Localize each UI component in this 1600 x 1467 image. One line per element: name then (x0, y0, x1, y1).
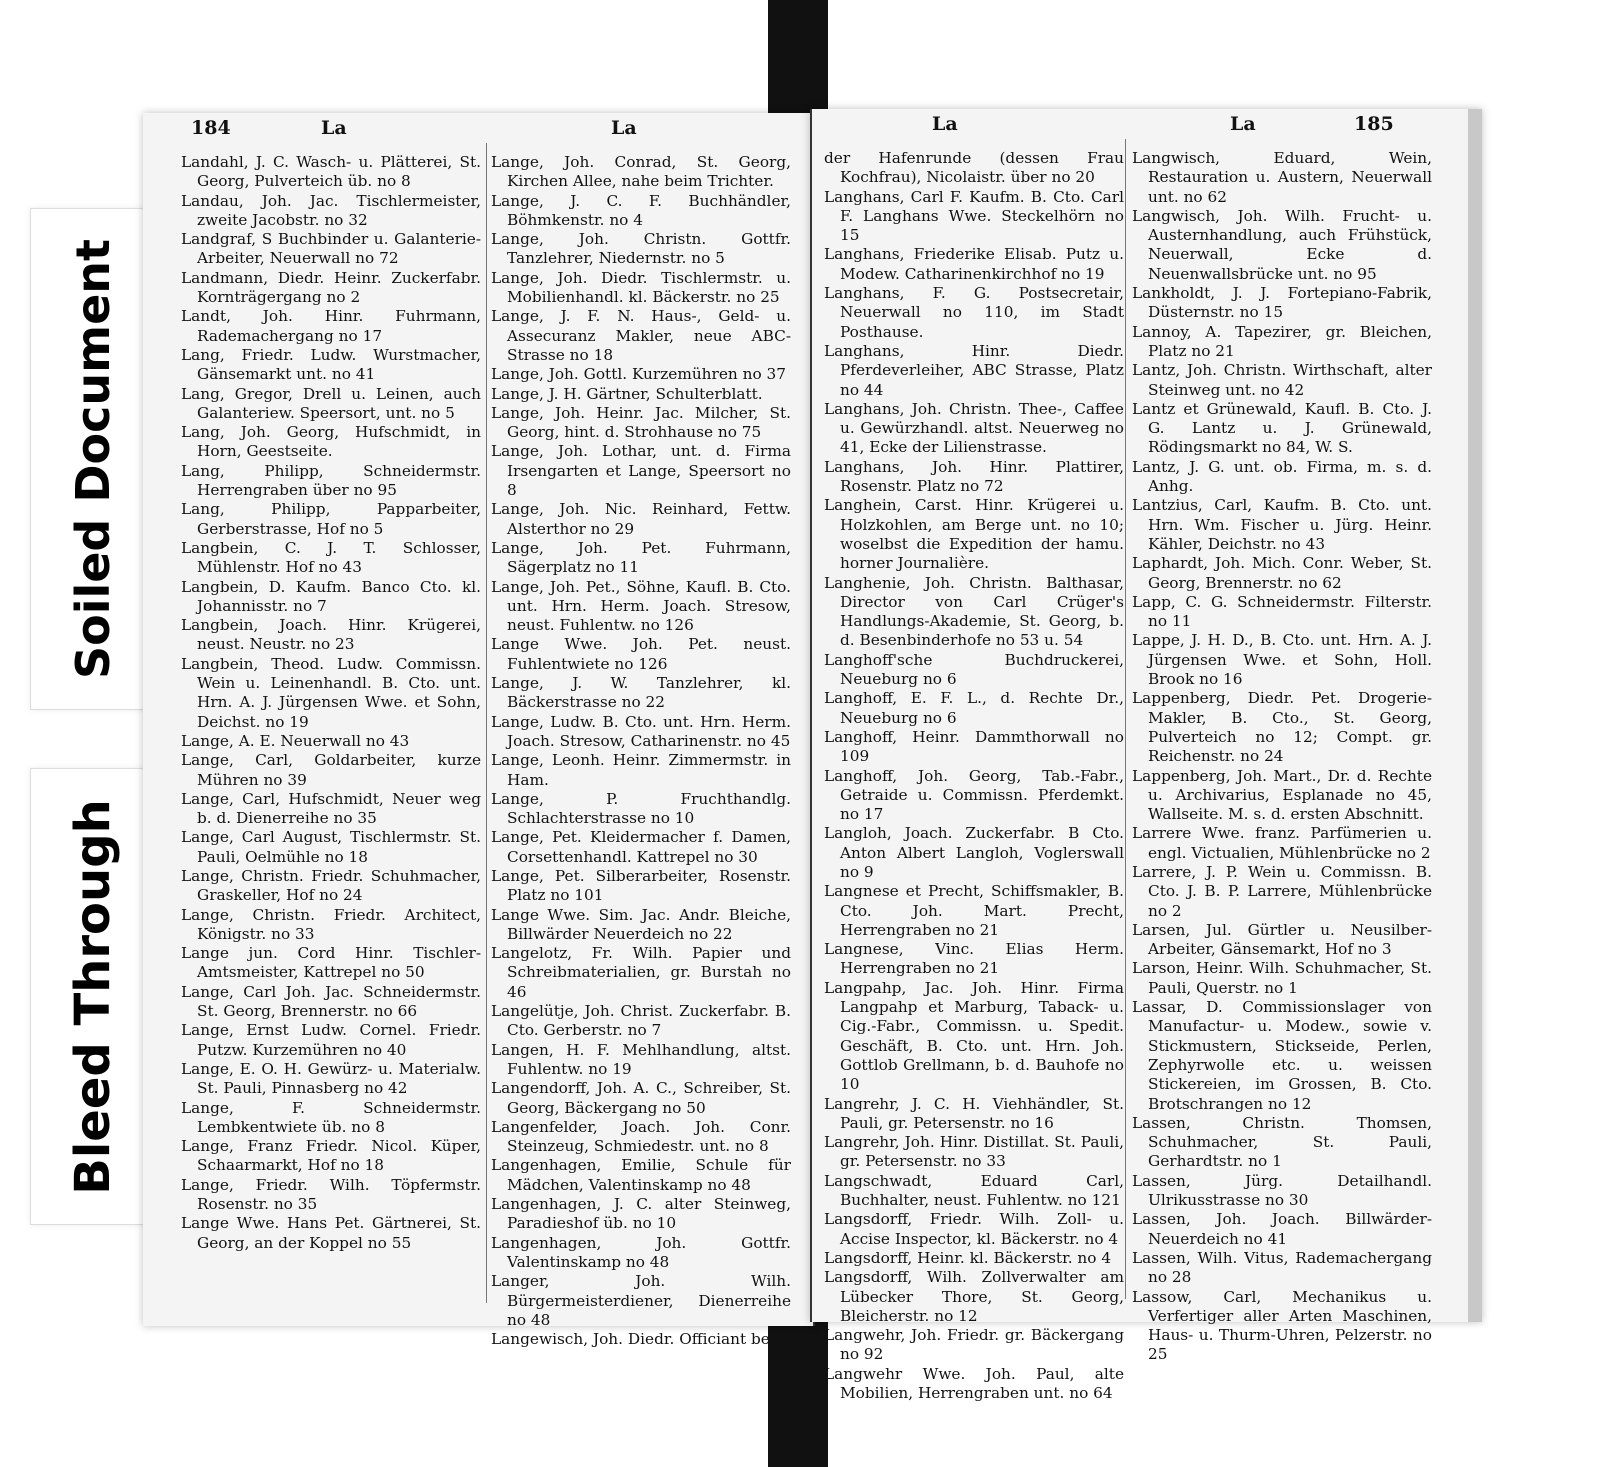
directory-entry: Langenhagen, Emilie, Schule für Mädchen, Valentinskamp no 48 (491, 1156, 791, 1194)
left-page-header (143, 117, 813, 147)
directory-entry: Lappe, J. H. D., B. Cto. unt. Hrn. A. J. Jürgensen Wwe. et Sohn, Holl. Brook no 16 (1132, 631, 1432, 689)
directory-entry: Lange, Carl, Hufschmidt, Neuer weg b. d. Dienerreihe no 35 (181, 789, 481, 828)
directory-entry: Lantz et Grünewald, Kaufl. B. Cto. J. G. Lantz u. J. Grünewald, Rödingsmarkt no 84, W. S. (1132, 399, 1432, 457)
directory-entry: Lang, Philipp, Schneidermstr. Herrengraben über no 95 (181, 461, 481, 500)
directory-entry: Langelotz, Fr. Wilh. Papier und Schreibmaterialien, gr. Burstah no 46 (491, 944, 791, 1001)
directory-entry: Lange, Joh. Pet. Fuhrmann, Sägerplatz no 11 (491, 538, 791, 577)
directory-entry: Langhans, Carl F. Kaufm. B. Cto. Carl F. Langhans Wwe. Steckelhörn no 15 (824, 187, 1124, 245)
directory-entry: Langsdorff, Wilh. Zollverwalter am Lübecker Thore, St. Georg, Bleicherstr. no 12 (824, 1268, 1124, 1325)
directory-entry: Lange, Joh. Conrad, St. Georg, Kirchen Allee, nahe beim Trichter. (491, 153, 791, 191)
directory-entry: Lange, Ludw. B. Cto. unt. Hrn. Herm. Joach. Stresow, Catharinenstr. no 45 (491, 712, 791, 750)
directory-entry: Lange, Franz Friedr. Nicol. Küper, Schaarmarkt, Hof no 18 (181, 1137, 481, 1175)
directory-entry: Lange jun. Cord Hinr. Tischler-Amtsmeister, Kattrepel no 50 (181, 944, 481, 982)
directory-entry: Lassen, Wilh. Vitus, Rademachergang no 28 (1132, 1248, 1432, 1287)
directory-entry: Landt, Joh. Hinr. Fuhrmann, Rademachergang no 17 (181, 307, 481, 345)
right-header-letters-b: La (1230, 113, 1256, 135)
directory-entry: Lantzius, Carl, Kaufm. B. Cto. unt. Hrn. Wm. Fischer u. Jürg. Heinr. Kähler, Deichstr. no 43 (1132, 496, 1432, 553)
right-page-number: 185 (1354, 113, 1394, 135)
directory-entry: Langenhagen, J. C. alter Steinweg, Paradieshof üb. no 10 (491, 1195, 791, 1233)
directory-entry: Langer, Joh. Wilh. Bürgermeisterdiener, Dienerreihe no 48 (491, 1272, 791, 1329)
directory-entry: Lange, Friedr. Wilh. Töpfermstr. Rosenstr. no 35 (181, 1175, 481, 1214)
directory-entry: Langrehr, Joh. Hinr. Distillat. St. Pauli, gr. Petersenstr. no 33 (824, 1133, 1124, 1171)
directory-entry: Lange Wwe. Hans Pet. Gärtnerei, St. Georg, an der Koppel no 55 (181, 1214, 481, 1252)
directory-entry: Lange, J. C. F. Buchhändler, Böhmkenstr. no 4 (491, 191, 791, 229)
directory-entry: Lange Wwe. Joh. Pet. neust. Fuhlentwiete no 126 (491, 635, 791, 673)
directory-entry: Langsdorff, Friedr. Wilh. Zoll- u. Accise Inspector, kl. Bäckerstr. no 4 (824, 1210, 1124, 1248)
directory-entry: Langschwadt, Eduard Carl, Buchhalter, neust. Fuhlentw. no 121 (824, 1171, 1124, 1210)
directory-entry: Lang, Gregor, Drell u. Leinen, auch Galanteriew. Speersort, unt. no 5 (181, 384, 481, 422)
directory-entry: Langrehr, J. C. H. Viehhändler, St. Pauli, gr. Petersenstr. no 16 (824, 1094, 1124, 1132)
directory-entry: Lange, Carl, Goldarbeiter, kurze Mühren no 39 (181, 751, 481, 789)
directory-entry: Langhoff, Heinr. Dammthorwall no 109 (824, 727, 1124, 766)
directory-entry: Larson, Heinr. Wilh. Schuhmacher, St. Pauli, Querstr. no 1 (1132, 959, 1432, 997)
directory-entry: Lassen, Christn. Thomsen, Schuhmacher, St. Pauli, Gerhardtstr. no 1 (1132, 1113, 1432, 1171)
directory-entry: Laphardt, Joh. Mich. Conr. Weber, St. Georg, Brennerstr. no 62 (1132, 554, 1432, 592)
directory-entry: Langbein, C. J. T. Schlosser, Mühlenstr. Hof no 43 (181, 538, 481, 577)
directory-entry: Lange, Ernst Ludw. Cornel. Friedr. Putzw. Kurzemühren no 40 (181, 1021, 481, 1059)
directory-entry: Langloh, Joach. Zuckerfabr. B Cto. Anton Albert Langloh, Voglerswall no 9 (824, 824, 1124, 881)
directory-entry: Lang, Philipp, Papparbeiter, Gerberstrasse, Hof no 5 (181, 500, 481, 538)
directory-entry: Langhein, Carst. Hinr. Krügerei u. Holzkohlen, am Berge unt. no 10; woselbst die Expedition der hamu. horner Journalière. (824, 496, 1124, 573)
directory-entry: Lange, Carl Joh. Jac. Schneidermstr. St. Georg, Brennerstr. no 66 (181, 982, 481, 1021)
directory-entry: Larrere Wwe. franz. Parfümerien u. engl. Victualien, Mühlenbrücke no 2 (1132, 824, 1432, 862)
directory-entry: Landmann, Diedr. Heinr. Zuckerfabr. Kornträgergang no 2 (181, 268, 481, 307)
directory-entry: Lange, Joh. Christn. Gottfr. Tanzlehrer, Niedernstr. no 5 (491, 230, 791, 268)
left-page (143, 113, 815, 1349)
directory-entry: Lange, P. Fruchthandlg. Schlachterstrasse no 10 (491, 789, 791, 828)
directory-entry: Langwisch, Eduard, Wein, Restauration u. Austern, Neuerwall unt. no 62 (1132, 149, 1432, 206)
directory-entry: Lannoy, A. Tapezirer, gr. Bleichen, Platz no 21 (1132, 322, 1432, 360)
directory-entry: Langenfelder, Joach. Joh. Conr. Steinzeug, Schmiedestr. unt. no 8 (491, 1117, 791, 1156)
directory-entry: Langbein, D. Kaufm. Banco Cto. kl. Johannisstr. no 7 (181, 577, 481, 615)
directory-entry: Landahl, J. C. Wasch- u. Plätterei, St. Georg, Pulverteich üb. no 8 (181, 153, 481, 191)
directory-entry: Langnese, Vinc. Elias Herm. Herrengraben no 21 (824, 940, 1124, 978)
directory-entry: Langhenie, Joh. Christn. Balthasar, Director von Carl Crüger's Handlungs-Akademie, St. Georg, b. d. Besenbinderhofe no 53 u. 54 (824, 573, 1124, 650)
directory-entry: Langen, H. F. Mehlhandlung, altst. Fuhlentw. no 19 (491, 1040, 791, 1078)
directory-entry: Lange, Christn. Friedr. Architect, Königstr. no 33 (181, 905, 481, 943)
right-page-column-a (824, 149, 1124, 1403)
directory-entry: Lantz, J. G. unt. ob. Firma, m. s. d. Anhg. (1132, 457, 1432, 496)
bleed-through-label (30, 768, 156, 1225)
directory-entry: Lange, Pet. Silberarbeiter, Rosenstr. Platz no 101 (491, 866, 791, 905)
directory-entry: Lange, Joh. Diedr. Tischlermstr. u. Mobilienhandl. kl. Bäckerstr. no 25 (491, 268, 791, 307)
directory-entry: Langhoff'sche Buchdruckerei, Neueburg no 6 (824, 650, 1124, 689)
directory-entry: Larsen, Jul. Gürtler u. Neusilber-Arbeiter, Gänsemarkt, Hof no 3 (1132, 920, 1432, 959)
left-header-letters-b: La (611, 117, 637, 139)
directory-entry: Lange, E. O. H. Gewürz- u. Materialw. St. Pauli, Pinnasberg no 42 (181, 1059, 481, 1098)
directory-entry: Langsdorff, Heinr. kl. Bäckerstr. no 4 (824, 1248, 1112, 1267)
directory-entry: Lange, Joh. Nic. Reinhard, Fettw. Alsterthor no 29 (491, 500, 791, 538)
directory-entry: Lang, Friedr. Ludw. Wurstmacher, Gänsemarkt unt. no 41 (181, 345, 481, 384)
directory-entry: Langpahp, Jac. Joh. Hinr. Firma Langpahp et Marburg, Taback- u. Cig.-Fabr., Commissn. u. Spedit. Geschäft, B. Cto. unt. Hrn. Joh. Gottlob Grellmann, b. d. Bauhofe no 10 (824, 978, 1124, 1094)
directory-entry: Lange, J. W. Tanzlehrer, kl. Bäckerstrasse no 22 (491, 674, 791, 712)
bleed-through-text: Bleed Through (65, 798, 121, 1195)
directory-entry: Lange, Leonh. Heinr. Zimmermstr. in Ham. (491, 751, 791, 789)
directory-entry: Lankholdt, J. J. Fortepiano-Fabrik, Düsternstr. no 15 (1132, 284, 1432, 322)
directory-entry: Langhans, Friederike Elisab. Putz u. Modew. Catharinenkirchhof no 19 (824, 245, 1124, 283)
soiled-document-text: Soiled Document (66, 238, 120, 680)
directory-entry: Lange, Joh. Heinr. Jac. Milcher, St. Georg, hint. d. Strohhause no 75 (491, 403, 791, 442)
right-page-header (812, 113, 1482, 143)
directory-entry: Langhans, F. G. Postsecretair, Neuerwall no 110, im Stadt Posthause. (824, 284, 1124, 341)
directory-entry: Lange, A. E. Neuerwall no 43 (181, 731, 410, 750)
directory-entry: Lange, Joh. Gottl. Kurzemühren no 37 (491, 365, 787, 384)
directory-entry: Langwehr Wwe. Joh. Paul, alte Mobilien, Herrengraben unt. no 64 (824, 1364, 1124, 1402)
directory-entry: Langhoff, E. F. L., d. Rechte Dr., Neueburg no 6 (824, 689, 1124, 727)
directory-entry: Lange, Christn. Friedr. Schuhmacher, Graskeller, Hof no 24 (181, 866, 481, 905)
directory-entry: Lange, Carl August, Tischlermstr. St. Pauli, Oelmühle no 18 (181, 828, 481, 866)
directory-entry: Langbein, Joach. Hinr. Krügerei, neust. Neustr. no 23 (181, 616, 481, 654)
directory-entry: Langhans, Hinr. Diedr. Pferdeverleiher, ABC Strasse, Platz no 44 (824, 341, 1124, 399)
directory-entry: Langewisch, Joh. Diedr. Officiant bei (491, 1330, 775, 1349)
directory-entry: Langhans, Joh. Hinr. Plattirer, Rosenstr. Platz no 72 (824, 457, 1124, 496)
directory-entry: Lange Wwe. Sim. Jac. Andr. Bleiche, Billwärder Neuerdeich no 22 (491, 905, 791, 943)
directory-entry: Lapp, C. G. Schneidermstr. Filterstr. no 11 (1132, 592, 1432, 631)
left-page-column-b (491, 153, 791, 1349)
directory-entry: Langwisch, Joh. Wilh. Frucht- u. Austernhandlung, auch Frühstück, Neuerwall, Ecke d. Neuenwallsbrücke unt. no 95 (1132, 206, 1432, 283)
directory-entry: Lappenberg, Joh. Mart., Dr. d. Rechte u. Archivarius, Esplanade no 45, Wallseite. M. s. d. ersten Abschnitt. (1132, 766, 1432, 824)
directory-entry: Lassen, Joh. Joach. Billwärder-Neuerdeich no 41 (1132, 1210, 1432, 1248)
directory-entry: Lassar, D. Commissionslager von Manufactur- u. Modew., sowie v. Stickmustern, Stickseide, Perlen, Zephyrwolle etc. u. weissen Stickereien, im Grossen, B. Cto. Brotschrangen no 12 (1132, 998, 1432, 1113)
right-page (810, 109, 1482, 1402)
directory-entry: Lassow, Carl, Mechanikus u. Verfertiger aller Arten Maschinen, Haus- u. Thurm-Uhren, Pelzerstr. no 25 (1132, 1287, 1432, 1364)
directory-entry: der Hafenrunde (dessen Frau Kochfrau), Nicolaistr. über no 20 (824, 149, 1124, 187)
directory-entry: Lange, J. H. Gärtner, Schulterblatt. (491, 384, 763, 403)
directory-entry: Langenhagen, Joh. Gottfr. Valentinskamp no 48 (491, 1233, 791, 1271)
directory-entry: Langendorff, Joh. A. C., Schreiber, St. Georg, Bäckergang no 50 (491, 1079, 791, 1117)
directory-entry: Langhans, Joh. Christn. Thee-, Caffee u. Gewürzhandl. altst. Neuerweg no 41, Ecke der Lilienstrasse. (824, 399, 1124, 457)
directory-entry: Lange, Joh. Lothar, unt. d. Firma Irsengarten et Lange, Speersort no 8 (491, 442, 791, 500)
directory-entry: Langhoff, Joh. Georg, Tab.-Fabr., Getraide u. Commissn. Pferdemkt. no 17 (824, 766, 1124, 824)
right-column-rule (1125, 139, 1126, 1299)
directory-entry: Landau, Joh. Jac. Tischlermeister, zweite Jacobstr. no 32 (181, 191, 481, 229)
directory-entry: Lappenberg, Diedr. Pet. Drogerie-Makler, B. Cto., St. Georg, Pulverteich no 12; Compt. gr. Reichenstr. no 24 (1132, 689, 1432, 766)
directory-entry: Langelütje, Joh. Christ. Zuckerfabr. B. Cto. Gerberstr. no 7 (491, 1002, 791, 1040)
right-page-column-b (1132, 149, 1432, 1365)
directory-entry: Lange, Pet. Kleidermacher f. Damen, Corsettenhandl. Kattrepel no 30 (491, 828, 791, 866)
left-column-rule (486, 143, 487, 1303)
directory-entry: Landgraf, S Buchbinder u. Galanterie-Arbeiter, Neuerwall no 72 (181, 230, 481, 268)
directory-entry: Langbein, Theod. Ludw. Commissn. Wein u. Leinenhandl. B. Cto. unt. Hrn. A. J. Jürgensen Wwe. et Sohn, Deichst. no 19 (181, 654, 481, 731)
right-header-letters-a: La (932, 113, 958, 135)
directory-entry: Larrere, J. P. Wein u. Commissn. B. Cto. J. B. P. Larrere, Mühlenbrücke no 2 (1132, 862, 1432, 920)
directory-entry: Lange, F. Schneidermstr. Lembkentwiete üb. no 8 (181, 1098, 481, 1136)
soiled-document-label (30, 208, 156, 710)
left-page-column-a (181, 153, 481, 1253)
directory-entry: Lantz, Joh. Christn. Wirthschaft, alter Steinweg unt. no 42 (1132, 361, 1432, 399)
directory-entry: Lang, Joh. Georg, Hufschmidt, in Horn, Geestseite. (181, 423, 481, 461)
left-page-number: 184 (191, 117, 231, 139)
binding-strip-top (768, 0, 828, 122)
directory-entry: Lange, Joh. Pet., Söhne, Kaufl. B. Cto. unt. Hrn. Herm. Joach. Stresow, neust. Fuhlentw. no 126 (491, 577, 791, 635)
directory-entry: Langwehr, Joh. Friedr. gr. Bäckergang no 92 (824, 1326, 1124, 1364)
left-header-letters-a: La (321, 117, 347, 139)
directory-entry: Lange, J. F. N. Haus-, Geld- u. Assecuranz Makler, neue ABC-Strasse no 18 (491, 307, 791, 364)
directory-entry: Langnese et Precht, Schiffsmakler, B. Cto. Joh. Mart. Precht, Herrengraben no 21 (824, 882, 1124, 939)
directory-entry: Lassen, Jürg. Detailhandl. Ulrikusstrasse no 30 (1132, 1171, 1432, 1210)
